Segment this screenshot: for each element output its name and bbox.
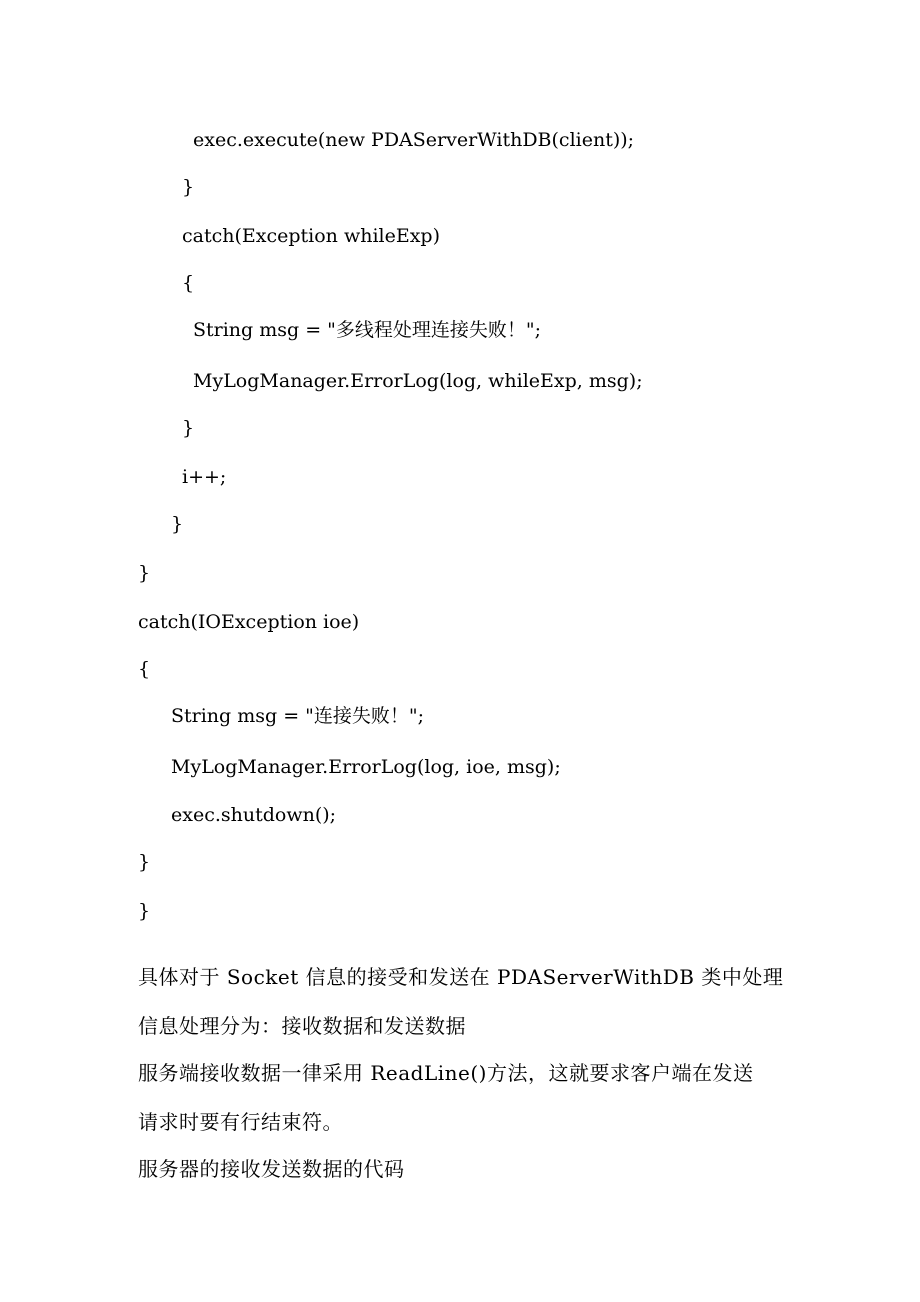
- body-paragraph: 服务端接收数据一律采用 ReadLine()方法，这就要求客户端在发送: [138, 1061, 754, 1085]
- code-line: }: [182, 176, 195, 198]
- body-paragraph: 具体对于 Socket 信息的接受和发送在 PDAServerWithDB 类中处理: [138, 965, 784, 989]
- code-line: catch(IOException ioe): [138, 611, 360, 633]
- code-line: }: [171, 513, 184, 535]
- code-line: }: [138, 900, 151, 922]
- code-line: String msg = "连接失败！";: [171, 705, 425, 727]
- code-line: {: [182, 272, 195, 294]
- code-line: exec.shutdown();: [171, 804, 337, 826]
- code-line: {: [138, 658, 151, 680]
- body-paragraph: 请求时要有行结束符。: [138, 1110, 343, 1134]
- code-line: MyLogManager.ErrorLog(log, ioe, msg);: [171, 756, 561, 778]
- code-line: MyLogManager.ErrorLog(log, whileExp, msg);: [193, 370, 643, 392]
- code-line: i++;: [182, 466, 227, 488]
- code-line: }: [138, 851, 151, 873]
- body-paragraph: 信息处理分为：接收数据和发送数据: [138, 1014, 466, 1038]
- code-line: exec.execute(new PDAServerWithDB(client));: [193, 129, 635, 151]
- code-line: catch(Exception whileExp): [182, 225, 441, 247]
- code-line: String msg = "多线程处理连接失败！";: [193, 319, 542, 341]
- code-line: }: [138, 562, 151, 584]
- body-paragraph: 服务器的接收发送数据的代码: [138, 1157, 405, 1181]
- code-line: }: [182, 417, 195, 439]
